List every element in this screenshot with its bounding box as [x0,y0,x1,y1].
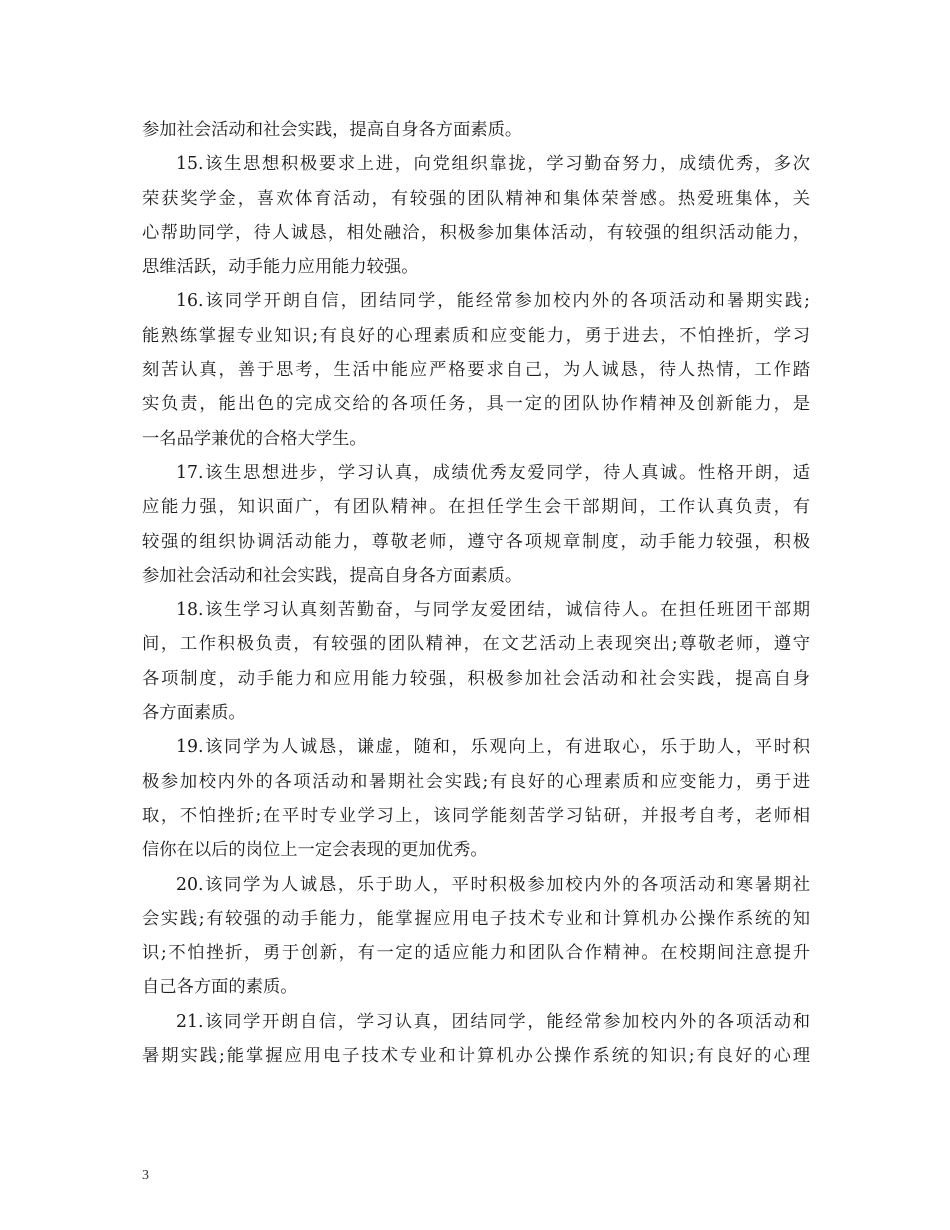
text-line: 应能力强，知识面广，有团队精神。在担任学生会干部期间，工作认真负责，有 [142,497,810,518]
text-line: 心帮助同学，待人诚恳，相处融洽，积极参加集体活动，有较强的组织活动能力， [142,222,810,243]
text-line: 16.该同学开朗自信，团结同学，能经常参加校内外的各项活动和暑期实践; [176,291,810,312]
text-line: 19.该同学为人诚恳，谦虚，随和，乐观向上，有进取心，乐于助人，平时积 [176,737,810,758]
text-line: 17.该生思想进步，学习认真，成绩优秀友爱同学，待人真诚。性格开朗，适 [176,462,810,483]
text-line: 较强的组织协调活动能力，尊敬老师，遵守各项规章制度，动手能力较强，积极 [142,531,810,552]
text-line: 参加社会活动和社会实践，提高自身各方面素质。 [142,120,523,140]
text-line: 暑期实践;能掌握应用电子技术专业和计算机办公操作系统的知识;有良好的心理 [142,1046,810,1067]
text-line: 21.该同学开朗自信，学习认真，团结同学，能经常参加校内外的各项活动和 [176,1011,810,1032]
text-line: 信你在以后的岗位上一定会表现的更加优秀。 [142,840,488,861]
text-line: 参加社会活动和社会实践，提高自身各方面素质。 [142,565,523,586]
text-line: 自己各方面的素质。 [142,977,298,998]
text-line: 各项制度，动手能力和应用能力较强，积极参加社会活动和社会实践，提高自身 [142,668,810,689]
text-line: 识;不怕挫折，勇于创新，有一定的适应能力和团队合作精神。在校期间注意提升 [142,943,810,964]
text-line: 间，工作积极负责，有较强的团队精神，在文艺活动上表现突出;尊敬老师，遵守 [142,634,810,655]
text-line: 会实践;有较强的动手能力，能掌握应用电子技术专业和计算机办公操作系统的知 [142,908,810,929]
text-line: 极参加校内外的各项活动和暑期社会实践;有良好的心理素质和应变能力，勇于进 [142,771,810,792]
text-line: 18.该生学习认真刻苦勤奋，与同学友爱团结，诚信待人。在担任班团干部期 [176,600,810,621]
text-line: 思维活跃，动手能力应用能力较强。 [142,257,419,278]
text-line: 能熟练掌握专业知识;有良好的心理素质和应变能力，勇于进去，不怕挫折，学习 [142,325,810,346]
body-text [142,113,810,1073]
text-line: 实负责，能出色的完成交给的各项任务，具一定的团队协作精神及创新能力，是 [142,394,810,415]
text-line: 20.该同学为人诚恳，乐于助人，平时积极参加校内外的各项活动和寒暑期社 [176,874,810,895]
page-number: 3 [142,1168,149,1183]
text-line: 刻苦认真，善于思考，生活中能应严格要求自己，为人诚恳，待人热情，工作踏 [142,360,810,381]
text-line: 一名品学兼优的合格大学生。 [142,428,367,449]
text-line: 各方面素质。 [142,703,246,724]
text-line: 取，不怕挫折;在平时专业学习上，该同学能刻苦学习钻研，并报考自考，老师相 [142,805,810,826]
text-line: 荣获奖学金，喜欢体育活动，有较强的团队精神和集体荣誉感。热爱班集体，关 [142,188,810,209]
text-line: 15.该生思想积极要求上进，向党组织靠拢，学习勤奋努力，成绩优秀，多次 [176,154,810,175]
